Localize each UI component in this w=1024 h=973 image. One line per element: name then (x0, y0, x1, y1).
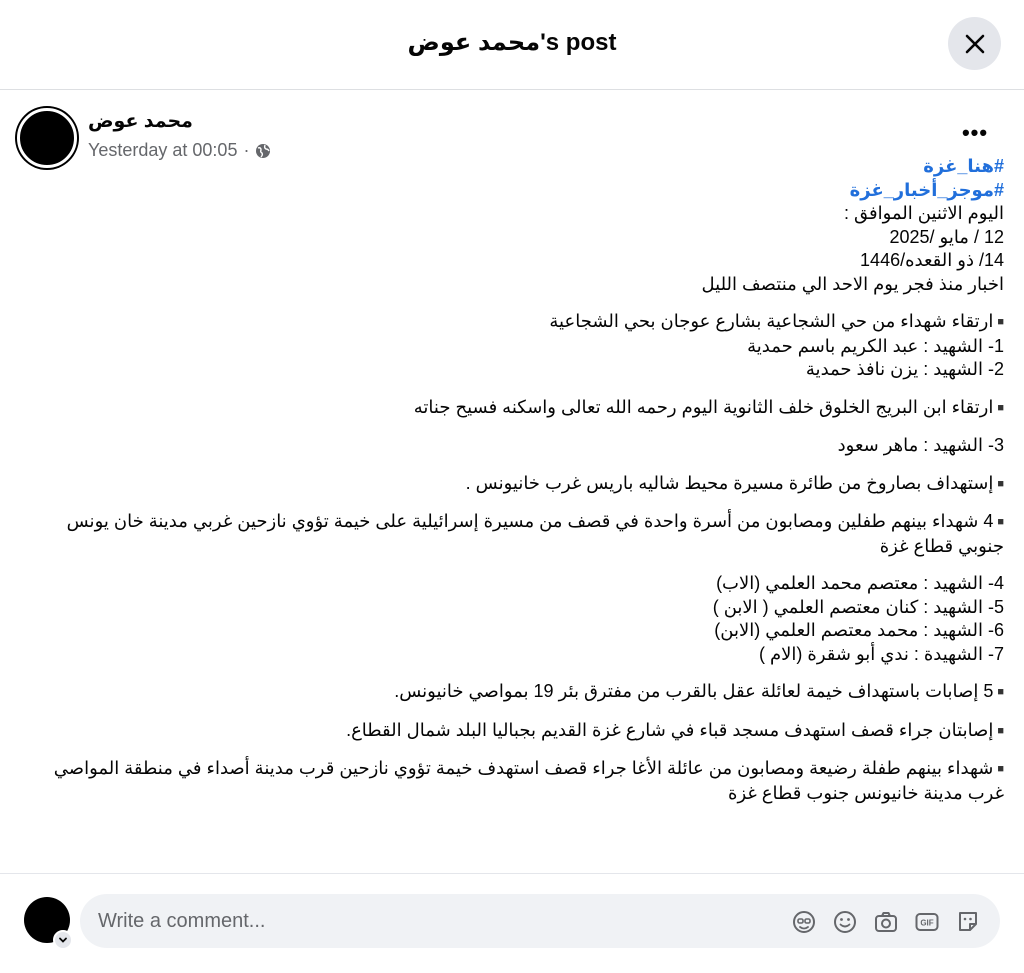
post-text-line: 1- الشهيد : عبد الكريم باسم حمدية (747, 335, 1004, 356)
comment-composer (0, 873, 1024, 973)
post-text-line: 4- الشهيد : معتصم محمد العلمي (الاب) (716, 573, 1004, 593)
post-text-line: 7- الشهيدة : ندي أبو شقرة (الام ) (759, 643, 1004, 664)
post-bullet-item: ■ارتقاء ابن البريج الخلوق خلف الثانوية اليوم رحمه الله تعالى واسكنه فسيح جناته (413, 396, 1004, 417)
post-text-line: 5- الشهيد : كنان معتصم العلمي ( الابن ) (712, 596, 1004, 617)
dialog-header (0, 0, 1024, 90)
sticker-icon[interactable] (953, 907, 982, 936)
post-text-line: 12 / مايو /2025 (889, 226, 1004, 247)
emoji-icon[interactable] (830, 907, 859, 936)
bullet-icon: ■ (997, 724, 1004, 737)
dialog-title: محمد عوض's post (407, 29, 617, 56)
post-text-line: 3- الشهيد : ماهر سعود (837, 435, 1004, 455)
comment-input[interactable] (98, 894, 778, 948)
bullet-icon: ■ (997, 516, 1004, 528)
post-body (20, 155, 1004, 875)
gif-icon[interactable] (912, 907, 941, 936)
hashtag-link[interactable]: #موجز_أخبار_غزة (849, 179, 1004, 200)
avatar-sticker-icon[interactable] (789, 907, 818, 936)
comment-tools (789, 907, 982, 936)
more-options-button[interactable]: ••• (961, 120, 989, 145)
post-bullet-item: ■4 شهداء بينهم طفلين ومصابون من أسرة واحدة في قصف من مسيرة إسرائيلية على خيمة تؤوي نازحين غربي مدينة خان يونس جنوبي قطاع غزة (66, 511, 1004, 556)
bullet-icon: ■ (997, 477, 1004, 490)
bullet-icon: ■ (997, 316, 1004, 328)
close-icon (963, 32, 987, 56)
post-bullet-item: ■إستهداف بصاروخ من طائرة مسيرة محيط شاليه باريس غرب خانيونس . (465, 472, 1004, 493)
post-bullet-item: ■5 إصابات باستهداف خيمة لعائلة عقل بالقرب من مفترق بئر 19 بمواصي خانيونس. (394, 681, 1004, 701)
post-bullet-item: ■ارتقاء شهداء من حي الشجاعية بشارع عوجان بحي الشجاعية (549, 311, 1004, 331)
post-text-line: 2- الشهيد : يزن نافذ حمدية (805, 359, 1004, 379)
bullet-icon: ■ (997, 763, 1004, 775)
hashtag-link[interactable]: #هنا_غزة (923, 156, 1004, 176)
chevron-down-icon (58, 935, 68, 945)
post-timestamp[interactable]: Yesterday at 00:05 (88, 140, 238, 160)
bullet-icon: ■ (997, 686, 1004, 698)
post-text-line: اليوم الاثنين الموافق : (843, 203, 1004, 223)
comment-input-wrapper (80, 894, 1000, 948)
bullet-icon: ■ (997, 401, 1004, 414)
meta-separator: · (243, 140, 250, 160)
profile-switch-button[interactable] (53, 930, 73, 950)
svg-text:GIF: GIF (919, 918, 934, 927)
post-text-line: 6- الشهيد : محمد معتصم العلمي (الابن) (714, 620, 1004, 640)
author-name[interactable]: محمد عوض (88, 111, 193, 132)
post-text-line: 14/ ذو القعده/1446 (860, 250, 1004, 270)
post-bullet-item: ■شهداء بينهم طفلة رضيعة ومصابون من عائلة الأغا جراء قصف استهدف خيمة تؤوي نازحين قرب مدينة أصداء في منطقة المواصي غرب مدينة خانيونس جنوب قطاع غزة (53, 758, 1004, 803)
post-text-line: اخبار منذ فجر يوم الاحد الي منتصف الليل (701, 273, 1004, 294)
post-bullet-item: ■إصابتان جراء قصف استهدف مسجد قباء في شارع غزة القديم بجباليا البلد شمال القطاع. (346, 719, 1004, 740)
close-button[interactable] (948, 17, 1001, 70)
camera-icon[interactable] (871, 907, 900, 936)
